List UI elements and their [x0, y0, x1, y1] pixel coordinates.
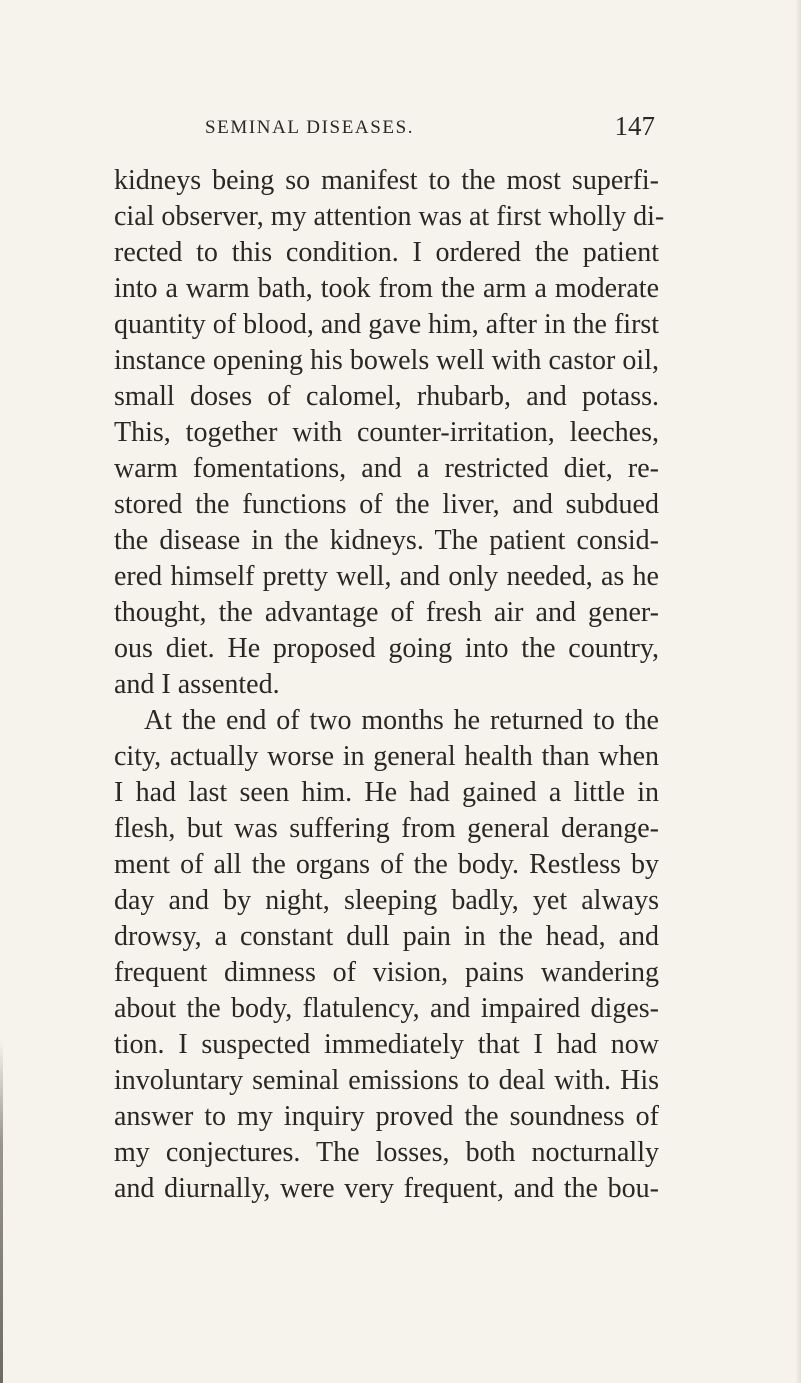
text-line: I had last seen him. He had gained a little in: [114, 777, 659, 808]
text-line: small doses of calomel, rhubarb, and potass.: [114, 381, 659, 412]
text-line: ous diet. He proposed going into the country,: [114, 633, 659, 664]
text-line: drowsy, a constant dull pain in the head, and: [114, 921, 659, 952]
text-line: At the end of two months he returned to the: [144, 705, 659, 736]
page-number: 147: [614, 111, 655, 141]
text-line: my conjectures. The losses, both nocturnally: [114, 1137, 659, 1168]
text-line: stored the functions of the liver, and subdued: [114, 489, 659, 520]
text-line: This, together with counter-irritation, leeches,: [114, 417, 659, 448]
text-line: rected to this condition. I ordered the patient: [114, 237, 659, 268]
text-line: warm fomentations, and a restricted diet, re-: [114, 453, 659, 484]
text-line: thought, the advantage of fresh air and gener-: [114, 597, 659, 628]
text-line: tion. I suspected immediately that I had now: [114, 1029, 659, 1060]
text-line: the disease in the kidneys. The patient consid-: [114, 525, 659, 556]
text-line: ered himself pretty well, and only needed, as he: [114, 561, 659, 592]
page-header: [160, 113, 655, 147]
text-line: and I assented.: [114, 669, 280, 700]
text-line: and diurnally, were very frequent, and the bou-: [114, 1173, 659, 1204]
page-edge-shadow: [795, 0, 801, 1383]
text-line: involuntary seminal emissions to deal with. His: [114, 1065, 659, 1096]
text-line: instance opening his bowels well with castor oil,: [114, 345, 659, 376]
text-line: frequent dimness of vision, pains wandering: [114, 957, 659, 988]
text-line: cial observer, my attention was at first wholly di-: [114, 201, 665, 232]
text-line: quantity of blood, and gave him, after in the first: [114, 309, 660, 340]
text-line: about the body, flatulency, and impaired diges-: [114, 993, 659, 1024]
text-line: flesh, but was suffering from general derange-: [114, 813, 659, 844]
running-head: SEMINAL DISEASES.: [205, 117, 415, 138]
text-line: kidneys being so manifest to the most superfi-: [114, 165, 659, 196]
text-line: day and by night, sleeping badly, yet always: [114, 885, 659, 916]
page-edge-shadow: [0, 1040, 3, 1383]
text-line: into a warm bath, took from the arm a moderate: [114, 273, 659, 304]
text-line: city, actually worse in general health than when: [114, 741, 659, 772]
text-line: answer to my inquiry proved the soundness of: [114, 1101, 659, 1132]
text-line: ment of all the organs of the body. Restless by: [114, 849, 659, 880]
